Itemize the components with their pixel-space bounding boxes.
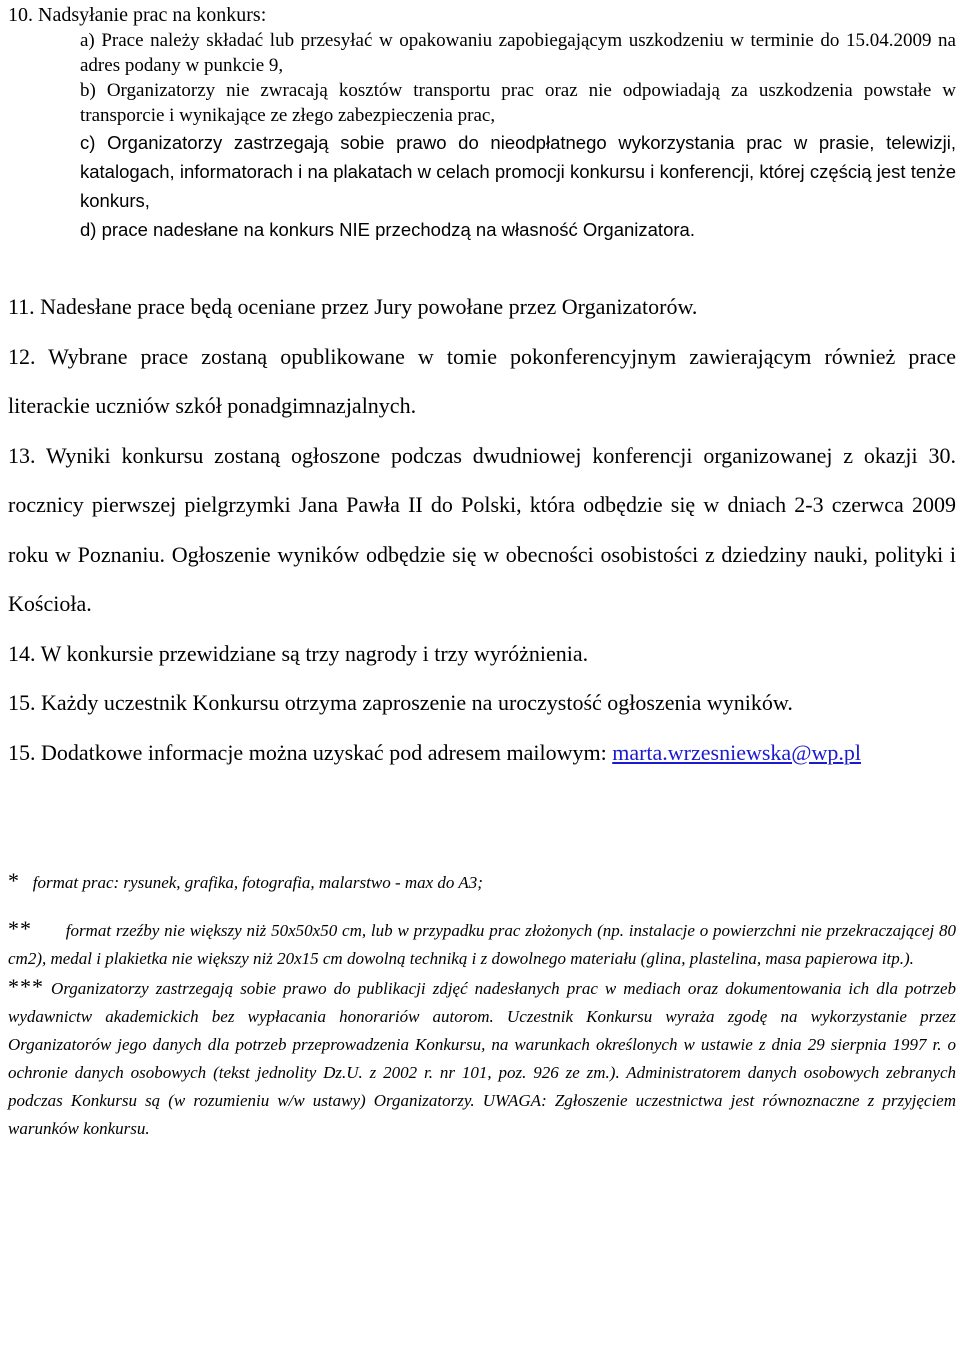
point-14: 14. W konkursie przewidziane są trzy nagrody i trzy wyróżnienia. xyxy=(8,640,589,666)
footnote-2-text: format rzeźby nie większy niż 50x50x50 cm, lub w przypadku prac złożonych (np. instalacje o powierzchni nie przekraczającej 80 cm2), medal i plakietka nie większy niż 20x15 cm dowolną techniką i z dowolnego materiału (glina, plastelina, masa papierowa itp.). xyxy=(8,921,957,968)
point-15-invitation: 15. Każdy uczestnik Konkursu otrzyma zaproszenie na uroczystość ogłoszenia wyników. xyxy=(8,690,793,715)
footnote-3-text: Organizatorzy zastrzegają sobie prawo do publikacji zdjęć nadesłanych prac w mediach oraz dokumentowania ich dla potrzeb wydawnictw akademickich bez wypłacania honorariów autorom. Uczestnik Konkursu wyraża zgodę na wykorzystanie przez Organizatorów jego danych dla potrzeb przeprowadzenia Konkursu, na warunkach określonych w ustawie z dnia 29 sierpnia 1997 r. o ochronie danych osobowych (tekst jednolity Dz.U. z 2002 r. nr 101, poz. 926 ze zm.). Administratorem danych osobowych zebranych podczas Konkursu są (w rozumieniu w/w ustawy) Organizatorzy. UWAGA: Zgłoszenie uczestnictwa jest równoznaczne z przyjęciem warunków konkursu. xyxy=(8,979,956,1138)
footnote-2-mark: ** xyxy=(8,916,32,941)
point-13: 13. Wyniki konkursu zostaną ogłoszone podczas dwudniowej konferencji organizowanej z okazji 30. rocznicy pierwszej pielgrzymki Jana Pawła II do Polski, która odbędzie się w dniach 2-3 czerwca 2009 roku w Poznaniu. Ogłoszenie wyników odbędzie się w obecności osobistości z dziedziny nauki, polityki i Kościoła. xyxy=(8,442,956,616)
point-12: 12. Wybrane prace zostaną opublikowane w tomie pokonferencyjnym zawierającym również prace literackie uczniów szkół ponadgimnazjalnych. xyxy=(8,343,956,418)
section-10-item-a: a) Prace należy składać lub przesyłać w opakowaniu zapobiegającym uszkodzeniu w terminie do 15.04.2009 na adres podany w punkcie 9, xyxy=(80,30,956,76)
section-10-item-b: b) Organizatorzy nie zwracają kosztów transportu prac oraz nie odpowiadają za uszkodzenia powstałe w transporcie i wynikające ze złego zabezpieczenia prac, xyxy=(80,80,956,126)
footnote-1-text: format prac: rysunek, grafika, fotografia, malarstwo - max do A3; xyxy=(32,873,483,892)
point-15-contact-text: 15. Dodatkowe informacje można uzyskać pod adresem mailowym: xyxy=(8,739,607,765)
contact-email-link[interactable]: marta.wrzesniewska@wp.pl xyxy=(612,739,861,765)
section-10-item-d: d) prace nadesłane na konkurs NIE przechodzą na własność Organizatora. xyxy=(80,219,695,240)
section-10-item-c: c) Organizatorzy zastrzegają sobie prawo do nieodpłatnego wykorzystania prac w prasie, telewizji, katalogach, informatorach i na plakatach w celach promocji konkursu i konferencji, której częścią jest tenże konkurs, xyxy=(80,132,956,211)
footnote-1 xyxy=(8,867,956,897)
point-11: 11. Nadesłane prace będą oceniane przez Jury powołane przez Organizatorów. xyxy=(8,294,698,319)
section-10-title: 10. Nadsyłanie prac na konkurs: xyxy=(8,4,267,26)
footnote-1-mark: * xyxy=(8,868,20,893)
footnote-3-mark: *** xyxy=(8,974,44,999)
footnote-2 xyxy=(8,915,956,973)
footnote-3 xyxy=(8,973,956,1143)
spacer xyxy=(8,244,956,282)
point-15-contact xyxy=(8,728,956,778)
spacer xyxy=(8,777,956,867)
